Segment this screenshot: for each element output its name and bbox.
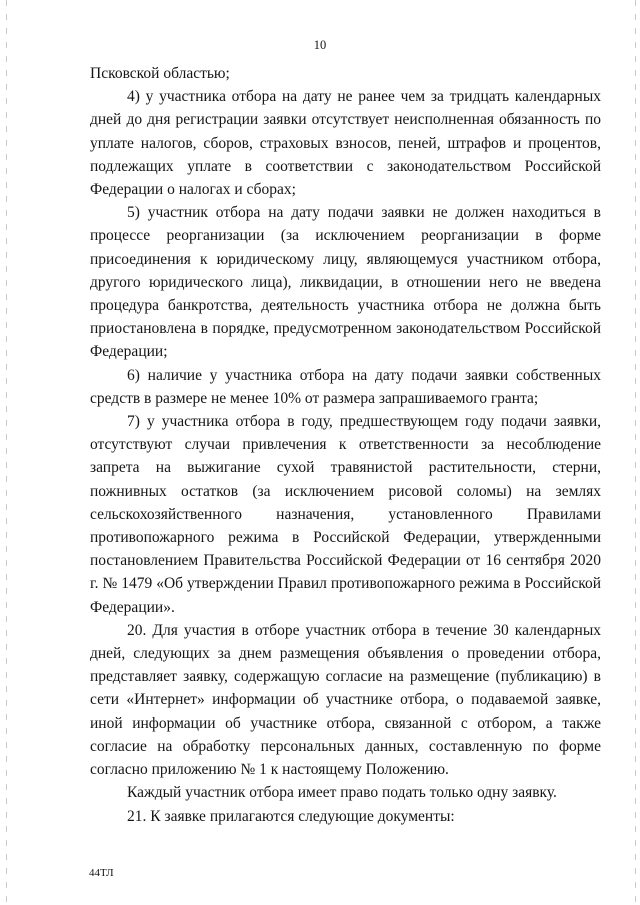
- document-body: [90, 62, 601, 828]
- paragraph-item-7: 7) у участника отбора в году, предшествующем году подачи заявки, отсутствуют случаи привлечения к ответственности за несоблюдение запрета на выжигание сухой травянистой растительности, стерни, пожнивных остатков (за исключением рисовой соломы) на землях сельскохозяйственного назначения, установленного Правилами противопожарного режима в Российской Федерации, утвержденными постановлением Правительства Российской Федерации от 16 сентября 2020 г. № 1479 «Об утверждении Правил противопожарного режима в Российской Федерации».: [90, 413, 601, 616]
- paragraph-item-5: 5) участник отбора на дату подачи заявки не должен находиться в процессе реорганизации (за исключением реорганизации в форме присоединения к юридическому лицу, являющемуся участником отбора, другого юридического лица), ликвидации, в отношении него не введена процедура банкротства, деятельность участника отбора не должна быть приостановлена в порядке, предусмотренном законодательством Российской Федерации;: [90, 204, 601, 361]
- paragraph-section-21: 21. К заявке прилагаются следующие документы:: [127, 807, 455, 825]
- page-number: 10: [313, 38, 327, 52]
- paragraph-section-20: 20. Для участия в отборе участник отбора в течение 30 календарных дней, следующих за днем размещения объявления о проведении отбора, представляет заявку, содержащую согласие на размещение (публикацию) в сети «Интернет» информации об участнике отбора, о подаваемой заявке, иной информации об участнике отбора, связанной с отбором, а также согласие на обработку персональных данных, составленную по форме согласно приложению № 1 к настоящему Положению.: [90, 621, 601, 779]
- paragraph-continuation: Псковской областью;: [90, 65, 230, 82]
- paragraph-item-4: 4) у участника отбора на дату не ранее чем за тридцать календарных дней до дня регистрации заявки отсутствует неисполненная обязанность по уплате налогов, сборов, страховых взносов, пеней, штрафов и процентов, подлежащих уплате в соответствии с законодательством Российской Федерации о налогах и сборах;: [90, 88, 601, 199]
- paragraph-item-6: 6) наличие у участника отбора на дату подачи заявки собственных средств в размере не менее 10% от размера запрашиваемого гранта;: [90, 366, 601, 407]
- scan-edge-left: [6, 0, 7, 905]
- footer-code: 44ТЛ: [89, 867, 114, 879]
- scan-edge-right: [635, 0, 636, 905]
- paragraph-one-application: Каждый участник отбора имеет право подать только одну заявку.: [127, 784, 557, 802]
